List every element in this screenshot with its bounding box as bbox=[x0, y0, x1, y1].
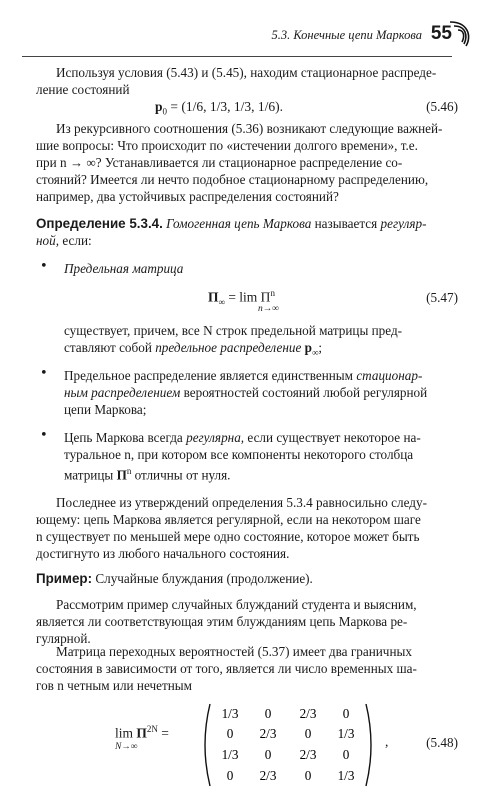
page-number: 55 bbox=[430, 23, 452, 44]
bullet2-line1 bbox=[64, 367, 458, 384]
paragraph-example-intro-l3: гулярной. bbox=[36, 631, 91, 646]
lim-expression bbox=[115, 724, 169, 742]
eq-subscript: ∞ bbox=[218, 297, 225, 308]
equation-number: (5.46) bbox=[426, 99, 458, 114]
example-heading-line bbox=[36, 570, 458, 587]
right-paren-icon bbox=[366, 704, 371, 786]
eq-superscript: n bbox=[270, 288, 275, 298]
lim-subscript: N→∞ bbox=[115, 742, 138, 752]
definition-term: регуляр- bbox=[380, 216, 427, 231]
definition-line-1 bbox=[36, 215, 458, 232]
definition-heading: Определение 5.3.4. bbox=[36, 216, 163, 231]
bullet2-line2 bbox=[64, 384, 458, 401]
equation-5-48 bbox=[115, 700, 415, 790]
matrix-cell: 2/3 bbox=[259, 768, 277, 783]
matrix-cell: 1/3 bbox=[221, 747, 239, 762]
bullet1-line1: существует, причем, все N строк предельной матрицы пред- bbox=[64, 323, 403, 338]
text-line: Из рекурсивного соотношения (5.36) возникают следующие важней- bbox=[56, 121, 443, 136]
eq-trailing-comma: , bbox=[385, 734, 389, 749]
equation-5-46 bbox=[155, 99, 283, 117]
text-italic: ным распределением bbox=[64, 385, 181, 400]
text-line: стояний? Имеется ли нечто подобное стационарному распределению, bbox=[36, 172, 429, 187]
eq-superscript: n bbox=[126, 466, 132, 476]
paragraph-transition-matrix-l2: состояния в зависимости от того, является ли число временных ша- bbox=[36, 661, 417, 676]
matrix-cell: 0 bbox=[342, 706, 350, 721]
bullet3-line2: туральное n, при котором все компоненты некоторого столбца bbox=[64, 447, 414, 462]
running-header bbox=[0, 18, 492, 54]
bullet3-line3 bbox=[64, 463, 458, 483]
paragraph-regular-restated: Последнее из утверждений определения 5.3.4 равносильно следу- bbox=[56, 495, 427, 510]
text-italic: предельное распределение bbox=[155, 340, 302, 355]
matrix-cell: 0 bbox=[226, 768, 234, 783]
matrix-cell: 1/3 bbox=[221, 706, 239, 721]
text-italic: стационар- bbox=[356, 368, 423, 383]
definition-term: Гомогенная цепь Маркова bbox=[162, 216, 312, 231]
equation-number: (5.48) bbox=[426, 735, 458, 750]
text-line: например, два устойчивых распределения состояний? bbox=[36, 189, 339, 204]
matrix-cell: 2/3 bbox=[299, 706, 317, 721]
matrix-cell: 0 bbox=[226, 726, 234, 741]
text-line: при n → ∞? Устанавливается ли стационарное распределение со- bbox=[36, 155, 403, 170]
eq-symbol: p bbox=[301, 340, 312, 355]
paragraph-questions-l4 bbox=[36, 171, 458, 188]
text-line: Используя условия (5.43) и (5.45), находим стационарное распреде- bbox=[56, 65, 437, 80]
matrix-cell: 0 bbox=[304, 768, 312, 783]
bullet1-line2 bbox=[64, 339, 458, 362]
matrix-cell: 2/3 bbox=[299, 747, 317, 762]
eq-subscript: 0 bbox=[162, 106, 168, 117]
eq-superscript: 2N bbox=[146, 724, 158, 734]
text-span: если существует некоторое на- bbox=[244, 430, 421, 445]
paragraph-example-intro: Рассмотрим пример случайных блужданий студента и выясним, bbox=[56, 597, 417, 612]
eq-rhs: = (1/6, 1/3, 1/3, 1/6). bbox=[167, 99, 283, 114]
text-span: матрицы bbox=[64, 467, 117, 483]
paragraph-questions-l3 bbox=[36, 154, 458, 171]
swirl-ornament-icon bbox=[446, 18, 474, 54]
eq-symbol: Π bbox=[136, 725, 147, 741]
eq-equals: = bbox=[161, 725, 169, 741]
text-span: ; bbox=[318, 340, 323, 355]
eq-subscript: ∞ bbox=[311, 347, 319, 358]
matrix-cell: 0 bbox=[264, 747, 272, 762]
text-span: если: bbox=[59, 233, 92, 248]
eq-symbol: p bbox=[155, 99, 163, 114]
bullet3-line1 bbox=[64, 429, 458, 446]
matrix-cell: 1/3 bbox=[337, 726, 355, 741]
matrix-4x4 bbox=[200, 700, 390, 790]
text-span: Цепь Маркова всегда bbox=[64, 430, 187, 445]
bullet-marker: • bbox=[40, 259, 48, 274]
bullet-marker: • bbox=[40, 366, 48, 381]
lim-operator: lim bbox=[115, 725, 134, 741]
definition-term: ной, bbox=[36, 233, 60, 248]
section-title: 5.3. Конечные цепи Маркова bbox=[271, 28, 422, 42]
matrix-cell: 2/3 bbox=[259, 726, 277, 741]
text-span: вероятностей состояний любой регулярной bbox=[180, 385, 428, 400]
text-span: отличны от нуля. bbox=[131, 467, 231, 483]
paragraph-regular-restated-l4: достигнуто из любого начального состояния. bbox=[36, 546, 290, 561]
matrix-cell: 1/3 bbox=[337, 768, 355, 783]
definition-line-2 bbox=[36, 232, 458, 249]
paragraph-questions-l5 bbox=[36, 188, 458, 205]
bullet2-line3: цепи Маркова; bbox=[64, 402, 147, 417]
eq-symbol: Π bbox=[208, 289, 219, 305]
text-span: ставляют собой bbox=[64, 340, 156, 355]
text-span: Предельное распределение является единственным bbox=[64, 368, 357, 383]
example-heading: Пример: bbox=[36, 571, 93, 586]
equation-number: (5.47) bbox=[426, 290, 458, 305]
paragraph-questions-l2 bbox=[36, 137, 458, 154]
paragraph-example-intro-l2: является ли соответствующая этим блужданиям цепь Маркова ре- bbox=[36, 614, 408, 629]
matrix-cell: 0 bbox=[264, 706, 272, 721]
bullet-marker: • bbox=[40, 428, 48, 443]
header-rule bbox=[22, 56, 452, 57]
matrix-cell: 0 bbox=[342, 747, 350, 762]
bullet-limit-matrix-title: Предельная матрица bbox=[64, 261, 184, 276]
paragraph-regular-restated-l2: ющему: цепь Маркова является регулярной, если на некотором шаге bbox=[36, 512, 421, 527]
text-line: шие вопросы: Что происходит по «истечении долгого времени», т.е. bbox=[36, 138, 418, 153]
matrix-cell: 0 bbox=[304, 726, 312, 741]
example-title: Случайные блуждания (продолжение). bbox=[92, 571, 313, 586]
text-italic: регулярна, bbox=[186, 430, 245, 445]
left-paren-icon bbox=[205, 704, 210, 786]
eq-rhs: = lim Π bbox=[224, 289, 271, 305]
paragraph-transition-matrix-l3: гов n четным или нечетным bbox=[36, 678, 192, 693]
eq-symbol: Π bbox=[116, 467, 127, 483]
paragraph-transition-matrix: Матрица переходных вероятностей (5.37) имеет два граничных bbox=[56, 644, 412, 659]
lim-subscript: n→∞ bbox=[258, 304, 280, 314]
paragraph-stationary-intro-cont bbox=[36, 81, 458, 98]
text-span: называется bbox=[311, 216, 381, 231]
paragraph-regular-restated-l3: n существует по меньшей мере одно состояние, которое может быть bbox=[36, 529, 420, 544]
paragraph-stationary-intro bbox=[36, 64, 458, 81]
paragraph-questions bbox=[36, 120, 458, 137]
text-line: ление состояний bbox=[36, 82, 130, 97]
